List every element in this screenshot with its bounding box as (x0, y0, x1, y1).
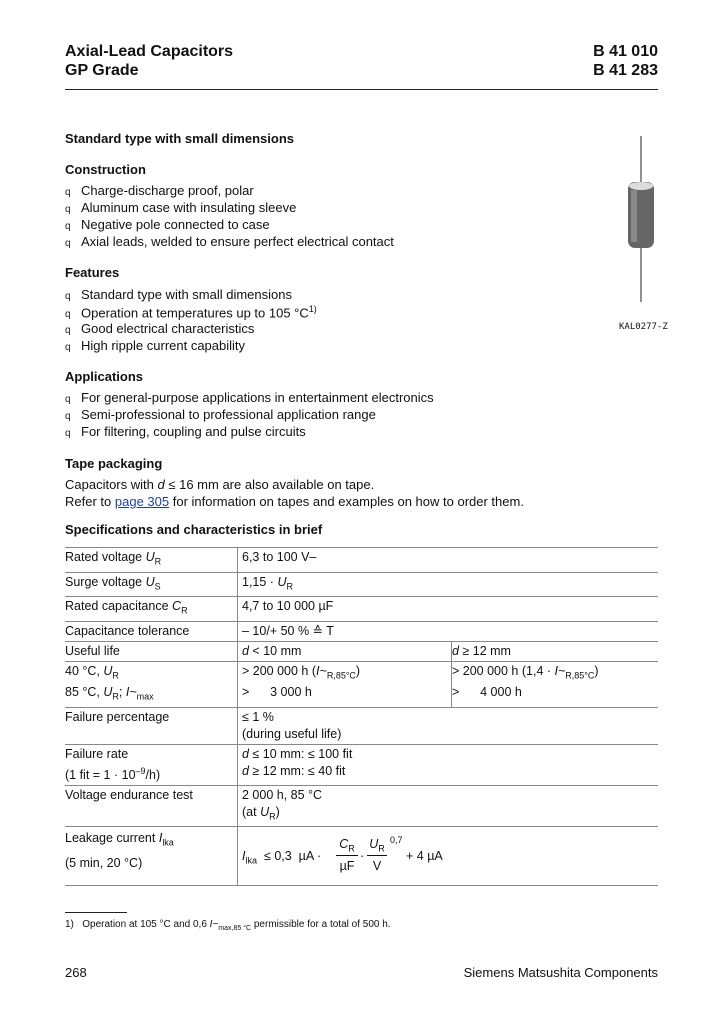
bullet-icon: q (65, 187, 71, 198)
table-row: Surge voltage $U_S$ $1,15 \cdot U_R$ (65, 572, 658, 597)
tape-line-1: Capacitors with d ≤ 16 mm are also available on tape. (65, 477, 375, 492)
footnote: 1) Operation at 105 °C and 0,6 $I\sim_{max,85 ^\circ C}$ permissible for a total of 500 h. (65, 919, 391, 932)
list-item: q For filtering, coupling and pulse circuits (65, 424, 306, 439)
bullet-icon: q (65, 221, 71, 232)
part-number-2: B 41 283 (593, 62, 658, 79)
table-row: Failure percentage ≤ 1 % (during useful life) (65, 707, 658, 744)
bullet-icon: q (65, 325, 71, 336)
company-name: Siemens Matsushita Components (463, 965, 658, 980)
bullet-icon: q (65, 394, 71, 405)
capacitor-diagram (610, 130, 680, 310)
list-item: q Charge-discharge proof, polar (65, 183, 254, 198)
list-item: q Axial leads, welded to ensure perfect electrical contact (65, 234, 394, 249)
tape-line-2: Refer to page 305 for information on tapes and examples on how to order them. (65, 494, 524, 509)
capacitor-top (629, 182, 653, 190)
bullet-icon: q (65, 291, 71, 302)
title-line-1: Axial-Lead Capacitors (65, 43, 234, 60)
figure-caption: KAL0277-Z (619, 322, 668, 332)
footnote-ref: 1) (308, 304, 317, 314)
bullet-icon: q (65, 204, 71, 215)
table-row: Leakage current $I_{lka}$ (5 min, 20 °C) $I_{lka}$ ≤ 0,3 µA · $C_R$ µF · $U_R$ V 0,7 + 4 µA (65, 827, 658, 886)
features-heading: Features (65, 265, 120, 280)
part-numbers (593, 42, 658, 80)
list-item: q Standard type with small dimensions (65, 287, 292, 302)
table-row: 40 °C, $U_R$ 85 °C, $U_R$; $I\sim_{max}$ > 200 000 h $(I\sim_{R,85^\circ C})$ > 3 000 h > 200 000 h $(1,4 \cdot I\sim_{R,85^\circ C})$ > 4 000 h (65, 661, 658, 707)
applications-heading: Applications (65, 369, 144, 384)
list-item: q Operation at temperatures up to 105 $^\circ C^{1)}$ (65, 304, 317, 321)
bullet-icon: q (65, 411, 71, 422)
bullet-icon: q (65, 428, 71, 439)
spec-table (65, 547, 658, 886)
list-item: q Negative pole connected to case (65, 217, 270, 232)
bullet-icon: q (65, 342, 71, 353)
page-number: 268 (65, 965, 87, 980)
list-item: q For general-purpose applications in entertainment electronics (65, 390, 434, 405)
bullet-icon: q (65, 238, 71, 249)
footnote-rule (65, 912, 127, 913)
list-item: q Semi-professional to professional application range (65, 407, 376, 422)
tape-heading: Tape packaging (65, 456, 163, 471)
page-305-link[interactable]: page 305 (114, 494, 170, 509)
doc-title (65, 42, 233, 80)
table-row: Rated capacitance $C_R$ 4,7 to 10 000 µF (65, 597, 658, 622)
bullet-icon: q (65, 309, 71, 321)
part-number-1: B 41 010 (593, 43, 658, 60)
table-row: Failure rate (1 fit = $1 \cdot 10^{-9}/h$) d ≤ 10 mm: ≤ 100 fit d ≥ 12 mm: ≤ 40 fit (65, 744, 658, 785)
spec-heading: Specifications and characteristics in brief (65, 522, 323, 537)
table-row: Capacitance tolerance – 10/+ 50 % ≙ T (65, 621, 658, 641)
construction-heading: Construction (65, 162, 146, 177)
intro-heading: Standard type with small dimensions (65, 131, 294, 146)
table-row: Voltage endurance test 2 000 h, 85 °C (at $U_R$) (65, 785, 658, 827)
table-row: Useful life d < 10 mm d ≥ 12 mm (65, 641, 658, 661)
list-item: q High ripple current capability (65, 338, 246, 353)
header-rule (65, 89, 658, 90)
table-row: Rated voltage $U_R$ 6,3 to 100 V– (65, 548, 658, 573)
list-item: q Aluminum case with insulating sleeve (65, 200, 297, 215)
title-line-2: GP Grade (65, 62, 139, 79)
list-item: q Good electrical characteristics (65, 321, 255, 336)
leakage-formula: $I_{lka}$ ≤ 0,3 µA · $C_R$ µF · $U_R$ V 0,7 + 4 µA (242, 835, 443, 874)
